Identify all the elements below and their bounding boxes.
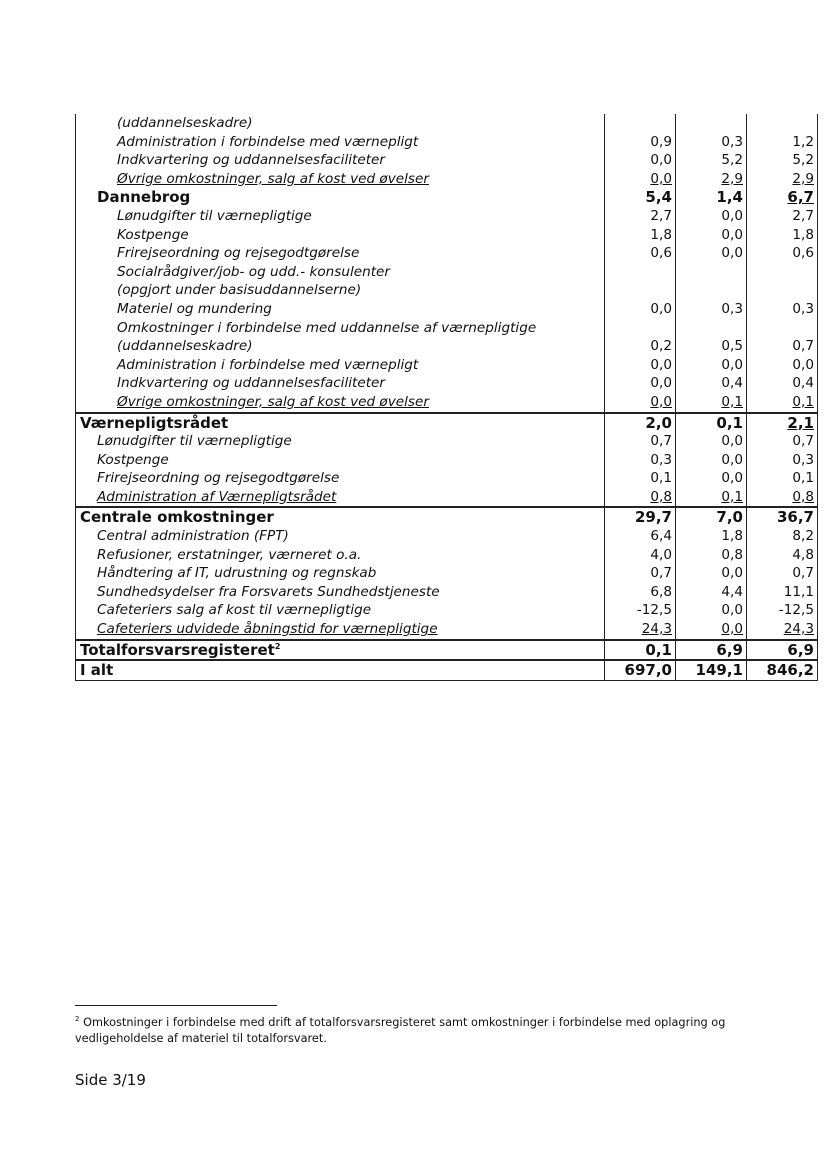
row-value-2 [676, 114, 747, 133]
row-label: (uddannelseskadre) [76, 337, 605, 356]
row-value-2: 0,3 [676, 300, 747, 319]
table-row [76, 151, 818, 170]
section-heading-text: Totalforsvarsregisteret [80, 640, 275, 659]
row-label: Indkvartering og uddannelsesfaciliteter [76, 151, 605, 170]
row-value-3 [747, 263, 818, 282]
row-value-3 [747, 319, 818, 338]
section-row-centrale-omkostninger [76, 507, 818, 527]
row-label: Socialrådgiver/job- og udd.- konsulenter [76, 263, 605, 282]
row-value-2: 0,5 [676, 337, 747, 356]
row-value-2: 0,1 [676, 413, 747, 433]
row-value-2 [676, 319, 747, 338]
table-row [76, 263, 818, 282]
section-heading: Centrale omkostninger [76, 507, 605, 527]
row-value-3: 6,9 [747, 640, 818, 661]
row-value-1: 0,9 [605, 133, 676, 152]
row-value-2: 0,0 [676, 620, 747, 640]
footnote-text: Omkostninger i forbindelse med drift af totalforsvarsregisteret samt omkostninger i forbindelse med oplagring og vedligeholdelse af materiel til totalforsvaret. [75, 1016, 726, 1045]
row-value-1: 6,8 [605, 583, 676, 602]
row-value-3: 0,7 [747, 337, 818, 356]
row-value-3 [747, 281, 818, 300]
row-value-2: 0,0 [676, 469, 747, 488]
table-row [76, 546, 818, 565]
row-value-3: 2,1 [747, 413, 818, 433]
row-label: Lønudgifter til værnepligtige [76, 207, 605, 226]
row-label: Kostpenge [76, 451, 605, 470]
row-value-3: 8,2 [747, 527, 818, 546]
row-value-3: 0,0 [747, 356, 818, 375]
total-value-3: 846,2 [747, 660, 818, 680]
row-value-2 [676, 281, 747, 300]
row-label: (uddannelseskadre) [76, 114, 605, 133]
footnote-number: 2 [75, 1015, 80, 1023]
row-label: Øvrige omkostninger, salg af kost ved øvelser [76, 170, 605, 189]
row-label: Administration i forbindelse med værnepligt [76, 133, 605, 152]
row-value-1: -12,5 [605, 601, 676, 620]
total-label: I alt [76, 660, 605, 680]
row-value-1: 2,7 [605, 207, 676, 226]
row-label: Administration i forbindelse med værnepligt [76, 356, 605, 375]
row-label: Frirejseordning og rejsegodtgørelse [76, 244, 605, 263]
row-value-1: 0,0 [605, 374, 676, 393]
row-value-1: 0,7 [605, 564, 676, 583]
row-label: Cafeteriers salg af kost til værnepligtige [76, 601, 605, 620]
row-value-2: 0,0 [676, 207, 747, 226]
row-label: Håndtering af IT, udrustning og regnskab [76, 564, 605, 583]
section-row-vaernepligtsraadet [76, 413, 818, 433]
row-label: Lønudgifter til værnepligtige [76, 432, 605, 451]
row-value-3: 0,1 [747, 469, 818, 488]
table-row [76, 583, 818, 602]
row-value-3: 1,8 [747, 226, 818, 245]
table-row [76, 601, 818, 620]
row-value-1 [605, 319, 676, 338]
row-value-1: 24,3 [605, 620, 676, 640]
table-row [76, 374, 818, 393]
row-value-2: 0,0 [676, 451, 747, 470]
footnote-marker: 2 [274, 641, 281, 651]
row-value-1: 0,0 [605, 393, 676, 413]
table-row [76, 226, 818, 245]
row-value-3: 4,8 [747, 546, 818, 565]
footnote [75, 1015, 755, 1046]
row-value-3: 36,7 [747, 507, 818, 527]
row-label: Cafeteriers udvidede åbningstid for værnepligtige [76, 620, 605, 640]
row-value-1: 0,1 [605, 640, 676, 661]
table-row [76, 244, 818, 263]
row-label: Materiel og mundering [76, 300, 605, 319]
table-row [76, 432, 818, 451]
table-row [76, 527, 818, 546]
table-row [76, 620, 818, 640]
row-value-2: 0,0 [676, 432, 747, 451]
row-label: Frirejseordning og rejsegodtgørelse [76, 469, 605, 488]
row-value-2: 0,0 [676, 356, 747, 375]
table-row [76, 488, 818, 508]
section-row-dannebrog [76, 188, 818, 207]
total-row [76, 660, 818, 680]
row-value-3: 0,1 [747, 393, 818, 413]
row-value-3: 1,2 [747, 133, 818, 152]
row-label: Refusioner, erstatninger, værneret o.a. [76, 546, 605, 565]
row-label: Indkvartering og uddannelsesfaciliteter [76, 374, 605, 393]
row-value-1: 6,4 [605, 527, 676, 546]
page-number: Side 3/19 [75, 1071, 146, 1089]
row-value-1: 5,4 [605, 188, 676, 207]
table-row [76, 133, 818, 152]
table-row [76, 207, 818, 226]
row-label: Øvrige omkostninger, salg af kost ved øvelser [76, 393, 605, 413]
row-value-2: 5,2 [676, 151, 747, 170]
table-row [76, 337, 818, 356]
row-value-1: 0,0 [605, 170, 676, 189]
section-heading: Dannebrog [76, 188, 605, 207]
row-value-3 [747, 114, 818, 133]
table-row [76, 281, 818, 300]
table-row [76, 170, 818, 189]
section-row-totalforsvarsregisteret [76, 640, 818, 661]
row-value-1 [605, 281, 676, 300]
row-label: Omkostninger i forbindelse med uddannelse af værnepligtige [76, 319, 605, 338]
row-value-3: 0,3 [747, 451, 818, 470]
table-row [76, 356, 818, 375]
row-value-2: 4,4 [676, 583, 747, 602]
total-value-1: 697,0 [605, 660, 676, 680]
row-value-1: 0,6 [605, 244, 676, 263]
row-value-2: 0,8 [676, 546, 747, 565]
row-value-3: 11,1 [747, 583, 818, 602]
row-label: (opgjort under basisuddannelserne) [76, 281, 605, 300]
section-heading: Værnepligtsrådet [76, 413, 605, 433]
row-label: Administration af Værnepligtsrådet [76, 488, 605, 508]
row-value-1: 2,0 [605, 413, 676, 433]
row-value-3: 5,2 [747, 151, 818, 170]
row-value-1: 0,2 [605, 337, 676, 356]
row-value-3: 2,7 [747, 207, 818, 226]
section-heading [76, 640, 605, 661]
row-value-1: 0,7 [605, 432, 676, 451]
row-value-1: 0,0 [605, 300, 676, 319]
row-value-1: 0,1 [605, 469, 676, 488]
row-value-3: 24,3 [747, 620, 818, 640]
row-value-3: 2,9 [747, 170, 818, 189]
row-value-1: 0,0 [605, 356, 676, 375]
row-value-3: -12,5 [747, 601, 818, 620]
row-label: Kostpenge [76, 226, 605, 245]
row-value-2: 7,0 [676, 507, 747, 527]
table-row [76, 319, 818, 338]
row-value-1: 29,7 [605, 507, 676, 527]
row-value-3: 0,7 [747, 432, 818, 451]
row-value-3: 0,4 [747, 374, 818, 393]
row-value-1 [605, 263, 676, 282]
table-row [76, 114, 818, 133]
row-value-3: 0,8 [747, 488, 818, 508]
row-value-2: 2,9 [676, 170, 747, 189]
row-value-3: 0,7 [747, 564, 818, 583]
row-value-1: 0,0 [605, 151, 676, 170]
row-value-3: 0,6 [747, 244, 818, 263]
row-value-2: 1,8 [676, 527, 747, 546]
table-row [76, 451, 818, 470]
row-value-3: 0,3 [747, 300, 818, 319]
table-row [76, 300, 818, 319]
cost-table [75, 114, 818, 681]
row-value-2: 0,4 [676, 374, 747, 393]
total-value-2: 149,1 [676, 660, 747, 680]
footnote-separator [75, 1005, 277, 1006]
table-row [76, 393, 818, 413]
row-value-1: 0,8 [605, 488, 676, 508]
row-value-1: 0,3 [605, 451, 676, 470]
row-value-1: 1,8 [605, 226, 676, 245]
row-value-2: 0,1 [676, 488, 747, 508]
row-value-2: 6,9 [676, 640, 747, 661]
row-value-1: 4,0 [605, 546, 676, 565]
row-value-2: 0,0 [676, 601, 747, 620]
row-value-2: 0,1 [676, 393, 747, 413]
row-value-2: 1,4 [676, 188, 747, 207]
table-row [76, 469, 818, 488]
table-row [76, 564, 818, 583]
row-value-2: 0,0 [676, 564, 747, 583]
row-value-2: 0,3 [676, 133, 747, 152]
row-value-2: 0,0 [676, 226, 747, 245]
row-label: Central administration (FPT) [76, 527, 605, 546]
row-value-2: 0,0 [676, 244, 747, 263]
row-value-3: 6,7 [747, 188, 818, 207]
row-value-1 [605, 114, 676, 133]
row-label: Sundhedsydelser fra Forsvarets Sundhedstjeneste [76, 583, 605, 602]
row-value-2 [676, 263, 747, 282]
